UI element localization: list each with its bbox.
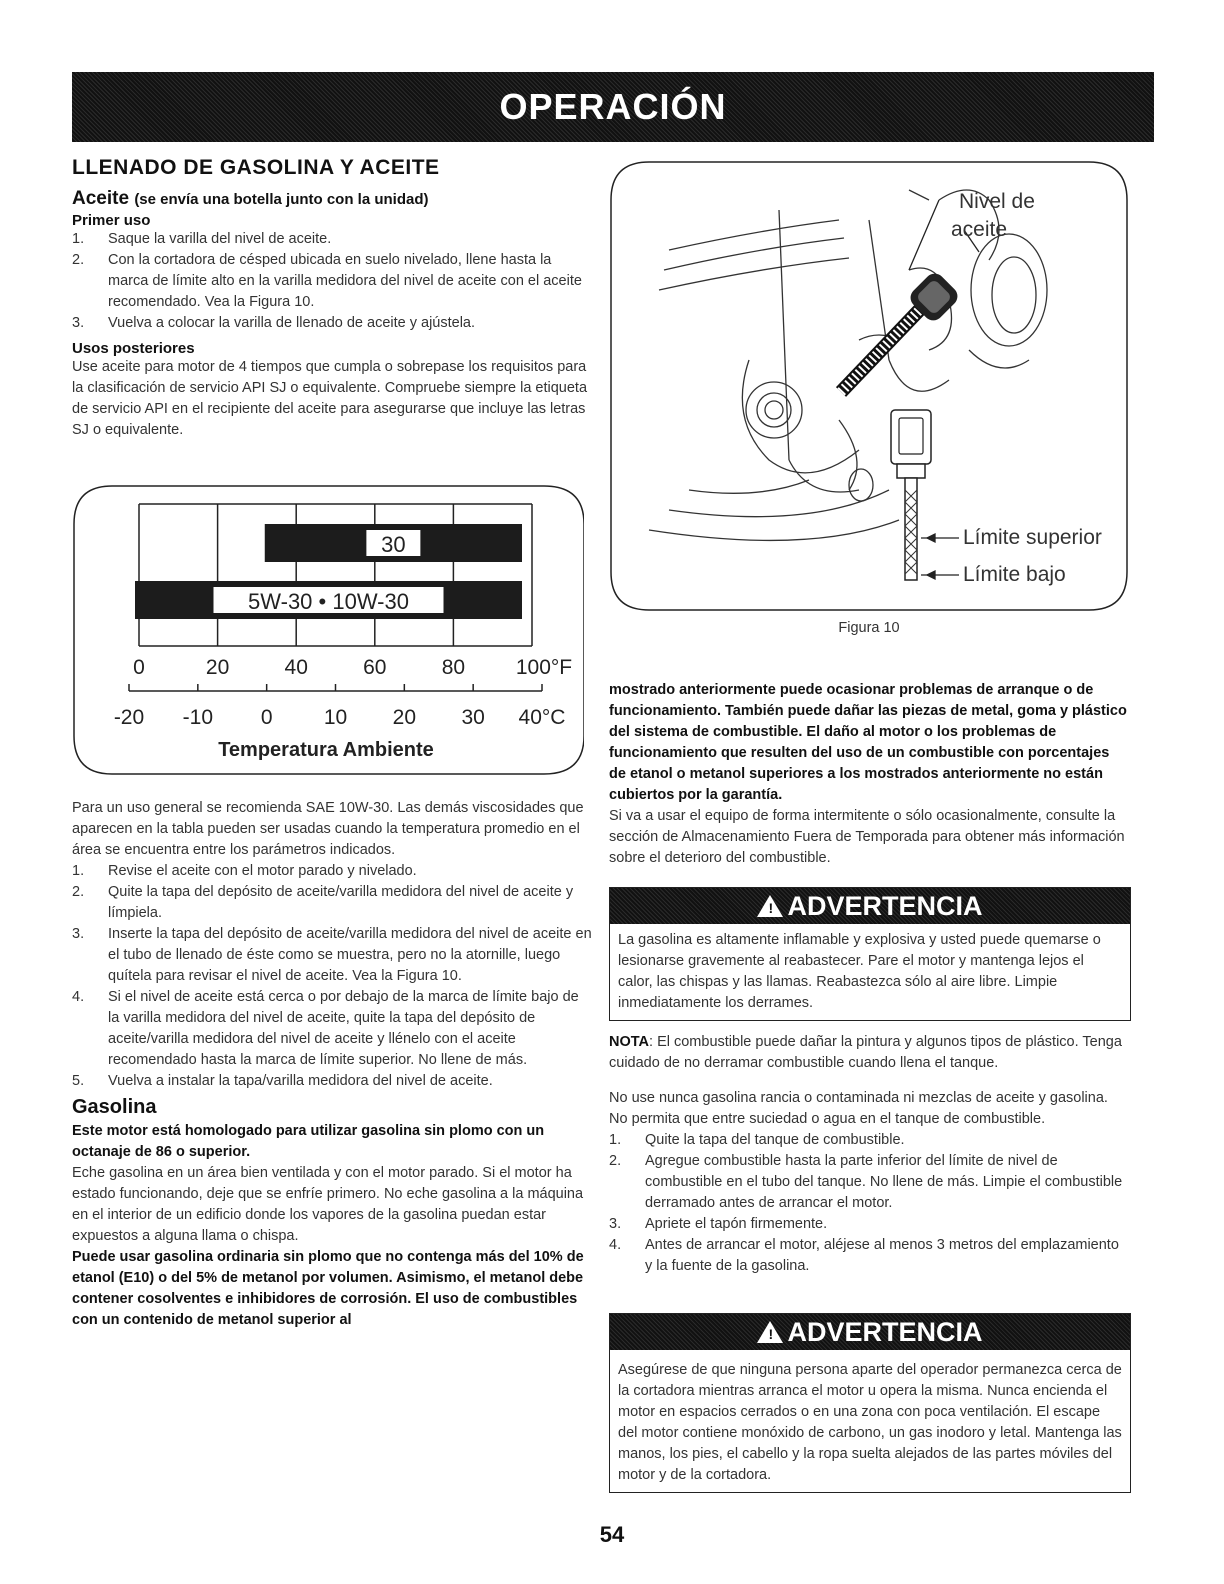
list-text: Revise el aceite con el motor parado y nivelado. <box>108 863 417 879</box>
chart-bars <box>135 524 522 619</box>
viscosity-chart-svg <box>72 484 584 776</box>
list-text: Con la cortadora de césped ubicada en suelo nivelado, llene hasta la marca de límite alto en la varilla medidora del nivel de aceite con el aceite recomendado. Vea la Figura 10. <box>108 252 582 310</box>
right-column-top <box>609 680 1129 869</box>
note <box>609 1032 1129 1074</box>
gas-title: Gasolina <box>72 1096 157 1118</box>
chart-tick-label-c: 10 <box>323 706 348 729</box>
chart-tick-label-f: 20 <box>205 656 230 679</box>
list-number: 3. <box>72 926 85 942</box>
list-number: 1. <box>72 231 85 247</box>
chart-tick-label-c: 40°C <box>518 706 566 729</box>
first-use-step <box>72 229 592 250</box>
chart-tick-label-f: 100°F <box>515 656 573 679</box>
intermittent-text: Si va a usar el equipo de forma intermitente o sólo ocasionalmente, consulte la sección de Almacenamiento Fuera de Temporada para obtener más información sobre el deterioro del combustible. <box>609 808 1125 866</box>
warning-icon: ! <box>757 895 783 917</box>
fuel-step <box>609 1214 1129 1235</box>
chart-bar-label: 30 <box>381 532 406 557</box>
label-upper-limit: Límite superior <box>963 526 1102 549</box>
oil-heading <box>72 188 592 210</box>
banner-title: OPERACIÓN <box>499 86 727 127</box>
chart-tick-label-c: -20 <box>113 706 145 729</box>
figure-10-illustration <box>609 160 1129 612</box>
fuel-step <box>609 1130 1129 1151</box>
label-oil-level-1: Nivel de <box>959 190 1035 213</box>
later-use-title: Usos posteriores <box>72 340 195 357</box>
chart-tick-label-f: 80 <box>441 656 466 679</box>
list-text: Vuelva a instalar la tapa/varilla medidora del nivel de aceite. <box>108 1073 493 1089</box>
left-column-top <box>72 156 592 441</box>
chart-tick-label-f: 0 <box>133 656 145 679</box>
viscosity-text: Para un uso general se recomienda SAE 10W-30. Las demás viscosidades que aparecen en la tabla pueden ser usadas cuando la temperatura promedio en el área se encuentra entre los parámetros indicados. <box>72 800 584 858</box>
note-text: : El combustible puede dañar la pintura y algunos tipos de plástico. Tenga cuidado de no derramar combustible cuando llena el tanque. <box>609 1034 1122 1071</box>
list-text: Apriete el tapón firmemente. <box>645 1216 828 1232</box>
list-number: 1. <box>609 1132 622 1148</box>
list-number: 4. <box>72 989 85 1005</box>
list-number: 2. <box>609 1153 622 1169</box>
check-oil-list <box>72 861 592 1092</box>
fuel-step <box>609 1235 1129 1277</box>
check-oil-step <box>72 987 592 1071</box>
chart-tick-label-c: 0 <box>260 706 273 729</box>
callout-lines <box>909 200 979 579</box>
fuel-step <box>609 1151 1129 1214</box>
list-number: 4. <box>609 1237 622 1253</box>
dipstick-installed <box>841 269 962 392</box>
chart-xlabel: Temperatura Ambiente <box>218 739 434 761</box>
chart-tick-label-f: 60 <box>363 656 387 679</box>
list-text: Vuelva a colocar la varilla de llenado de aceite y ajústela. <box>108 315 476 331</box>
gas-text: Eche gasolina en un área bien ventilada y con el motor parado. Si el motor ha estado funcionando, deje que se enfríe primero. No eche gasolina a la máquina en el interior de un edificio donde los vapores de la gasolina puedan estar expuestos a alguna llama o chispa. <box>72 1165 584 1244</box>
list-number: 2. <box>72 252 85 268</box>
list-number: 3. <box>72 315 85 331</box>
first-use-step <box>72 250 592 313</box>
warning-box-2 <box>609 1313 1131 1493</box>
chart-tick-label-c: -10 <box>182 706 214 729</box>
check-oil-step <box>72 1071 592 1092</box>
warning-2-title: ADVERTENCIA <box>787 1316 983 1347</box>
list-text: Quite la tapa del tanque de combustible. <box>645 1132 905 1148</box>
warning-1-header <box>610 888 1130 924</box>
list-text: Quite la tapa del depósito de aceite/varilla medidora del nivel de aceite y límpiela. <box>108 884 574 921</box>
figure-10 <box>609 160 1129 612</box>
list-number: 2. <box>72 884 85 900</box>
stale-fuel-text: No use nunca gasolina rancia o contaminada ni mezclas de aceite y gasolina. No permita que entre suciedad o agua en el tanque de combustible. <box>609 1090 1108 1127</box>
label-oil-level-2: aceite <box>951 218 1008 241</box>
chart-tick-label-c: 20 <box>392 706 417 729</box>
warning-1-title: ADVERTENCIA <box>787 890 983 921</box>
first-use-list <box>72 229 592 334</box>
list-number: 1. <box>72 863 85 879</box>
gas-bold-2: Puede usar gasolina ordinaria sin plomo que no contenga más del 10% de etanol (E10) o del 5% de metanol por volumen. Asimismo, el metanol debe contener cosolventes e inhibidores de corrosión. El uso de combustibles con un contenido de metanol superior al <box>72 1249 584 1328</box>
viscosity-chart <box>72 484 584 776</box>
note-label: NOTA <box>609 1034 650 1050</box>
list-number: 5. <box>72 1073 85 1089</box>
engine-sketch <box>649 190 1047 540</box>
list-number: 3. <box>609 1216 622 1232</box>
label-lower-limit: Límite bajo <box>963 563 1066 586</box>
check-oil-step <box>72 882 592 924</box>
warning-box-1 <box>609 887 1131 1021</box>
oil-title: Aceite <box>72 188 130 209</box>
dipstick-detail <box>891 410 931 580</box>
first-use-title: Primer uso <box>72 212 151 229</box>
warning-icon: ! <box>757 1321 783 1343</box>
list-text: Agregue combustible hasta la parte inferior del límite de nivel de combustible en el tubo del tanque. No llene de más. Limpie el combustible derramado antes de arrancar el motor. <box>645 1153 1123 1211</box>
warning-2-text: Asegúrese de que ninguna persona aparte del operador permanezca cerca de la cortadora mientras arranca el motor u opera la misma. Nunca encienda el motor en espacios cerrados o en una zona con poca ventilación. El escape del motor contiene monóxido de carbono, un gas inodoro y letal. Mantenga las manos, los pies, el cabello y la ropa suelta alejados de las partes móviles del motor y de la cortadora. <box>618 1362 1122 1483</box>
list-text: Saque la varilla del nivel de aceite. <box>108 231 332 247</box>
first-use-step <box>72 313 592 334</box>
warning-2-header <box>610 1314 1130 1350</box>
warning-1-text: La gasolina es altamente inflamable y explosiva y usted puede quemarse o lesionarse gravemente al reabastecer. Pare el motor y mantenga lejos el calor, las chispas y las llamas. Reabastezca sólo al aire libre. Limpie inmediatamente los derrames. <box>618 932 1101 1011</box>
list-text: Inserte la tapa del depósito de aceite/varilla medidora del nivel de aceite en el tubo de llenado de éste como se muestra, pero no la atornille, luego quítela para revisar el nivel de aceite. Vea la Figura 10. <box>108 926 592 984</box>
list-text: Antes de arrancar el motor, aléjese al menos 3 metros del emplazamiento y la fuente de la gasolina. <box>645 1237 1119 1274</box>
gas-bold-1: Este motor está homologado para utilizar gasolina sin plomo con un octanaje de 86 o superior. <box>72 1123 545 1160</box>
right-column-middle <box>609 1032 1129 1277</box>
later-use-text: Use aceite para motor de 4 tiempos que cumpla o sobrepase los requisitos para la clasificación de servicio API SJ o equivalente. Compruebe siempre la etiqueta de servicio API en el recipiente del aceite para asegurarse que incluye las letras SJ o equivalente. <box>72 359 588 438</box>
section-title: LLENADO DE GASOLINA Y ACEITE <box>72 156 440 179</box>
check-oil-step <box>72 924 592 987</box>
figure-caption: Figura 10 <box>838 620 900 636</box>
chart-ticks-f <box>133 656 572 679</box>
chart-bar-label: 5W-30 • 10W-30 <box>248 589 409 614</box>
left-column-bottom <box>72 798 592 1331</box>
fuel-steps-list <box>609 1130 1129 1277</box>
chart-tick-label-c: 30 <box>461 706 485 729</box>
check-oil-step <box>72 861 592 882</box>
bold-continuation: mostrado anteriormente puede ocasionar problemas de arranque o de funcionamiento. También puede dañar las piezas de metal, goma y plástico del sistema de combustible. El daño al motor o los problemas de funcionamiento que resulten del uso de un combustible con porcentajes de etanol o metanol superiores a los mostrados anteriormente no están cubiertos por la garantía. <box>609 682 1127 803</box>
chart-tick-label-f: 40 <box>284 656 308 679</box>
oil-note: (se envía una botella junto con la unidad) <box>134 191 429 208</box>
page-banner <box>72 72 1154 142</box>
page-number: 54 <box>599 1522 625 1547</box>
list-text: Si el nivel de aceite está cerca o por debajo de la marca de límite bajo de la varilla medidora del nivel de aceite, quite la tapa del depósito de aceite/varilla medidora del nivel de aceite y llénelo con el aceite recomendado hasta la marca de límite superior. No llene de más. <box>108 989 579 1068</box>
